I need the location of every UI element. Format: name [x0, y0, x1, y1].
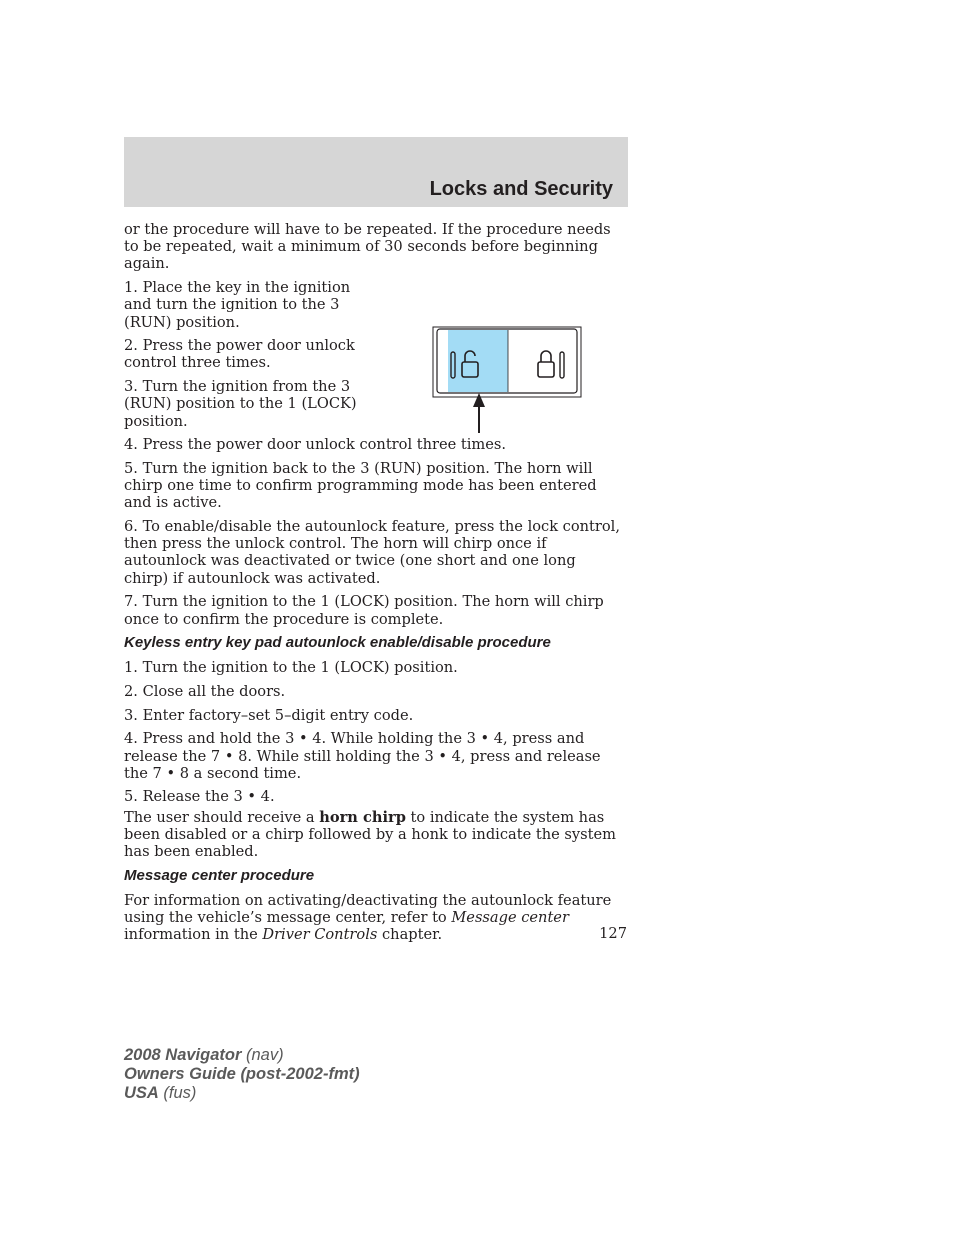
continuation-paragraph: or the procedure will have to be repeated. If the procedure needs to be repeated, wait a minimum of 30 seconds before beginning again.	[124, 221, 611, 273]
result-paragraph: The user should receive a horn chirp to indicate the system has been disabled or a chirp followed by a honk to indicate the system has been enabled.	[124, 808, 616, 861]
horn-chirp-bold: horn chirp	[319, 808, 406, 826]
section-header	[124, 137, 628, 207]
step-4: 4. Press the power door unlock control three times.	[124, 436, 507, 454]
step-3: 3. Turn the ignition from the 3 (RUN) position to the 1 (LOCK) position.	[124, 378, 357, 430]
keypad-step-2: 2. Close all the doors.	[124, 682, 286, 700]
section-title: Locks and Security	[429, 178, 613, 200]
arrow-up-icon	[473, 393, 485, 433]
page-content	[124, 221, 620, 950]
message-center-heading: Message center procedure	[124, 866, 315, 884]
driver-controls-ref: Driver Controls	[262, 926, 378, 944]
step-5: 5. Turn the ignition back to the 3 (RUN) position. The horn will chirp one time to confirm programming mode has been entered and is active.	[124, 459, 597, 512]
message-center-paragraph: For information on activating/deactivating the autounlock feature using the vehicle’s message center, refer to Message center information in the Driver Controls chapter.	[124, 891, 612, 944]
keypad-heading: Keyless entry key pad autounlock enable/disable procedure	[124, 634, 551, 652]
page-number: 127	[599, 925, 627, 942]
step-7: 7. Turn the ignition to the 1 (LOCK) position. The horn will chirp once to confirm the procedure is complete.	[124, 593, 604, 628]
message-center-ref: Message center	[451, 909, 569, 926]
keypad-step-4: 4. Press and hold the 3 • 4. While holding the 3 • 4, press and release the 7 • 8. While still holding the 3 • 4, press and release the 7 • 8 a second time.	[124, 730, 601, 782]
keypad-step-3: 3. Enter factory–set 5–digit entry code.	[124, 706, 414, 724]
steps-with-figure	[124, 279, 620, 430]
keypad-step-1: 1. Turn the ignition to the 1 (LOCK) position.	[124, 659, 458, 677]
step-1: 1. Place the key in the ignition and turn the ignition to the 3 (RUN) position.	[124, 279, 351, 331]
step-6: 6. To enable/disable the autounlock feature, press the lock control, then press the unlock control. The horn will chirp once if autounlock was deactivated or twice (one short and one long chirp) if autounlock was activated.	[124, 518, 620, 587]
door-lock-switch-figure	[431, 325, 583, 437]
keypad-step-5: 5. Release the 3 • 4.	[124, 788, 275, 806]
step-2: 2. Press the power door unlock control three times.	[124, 337, 355, 372]
document-footer: 2008 Navigator (nav) Owners Guide (post-2002-fmt) USA (fus)	[124, 1046, 360, 1102]
